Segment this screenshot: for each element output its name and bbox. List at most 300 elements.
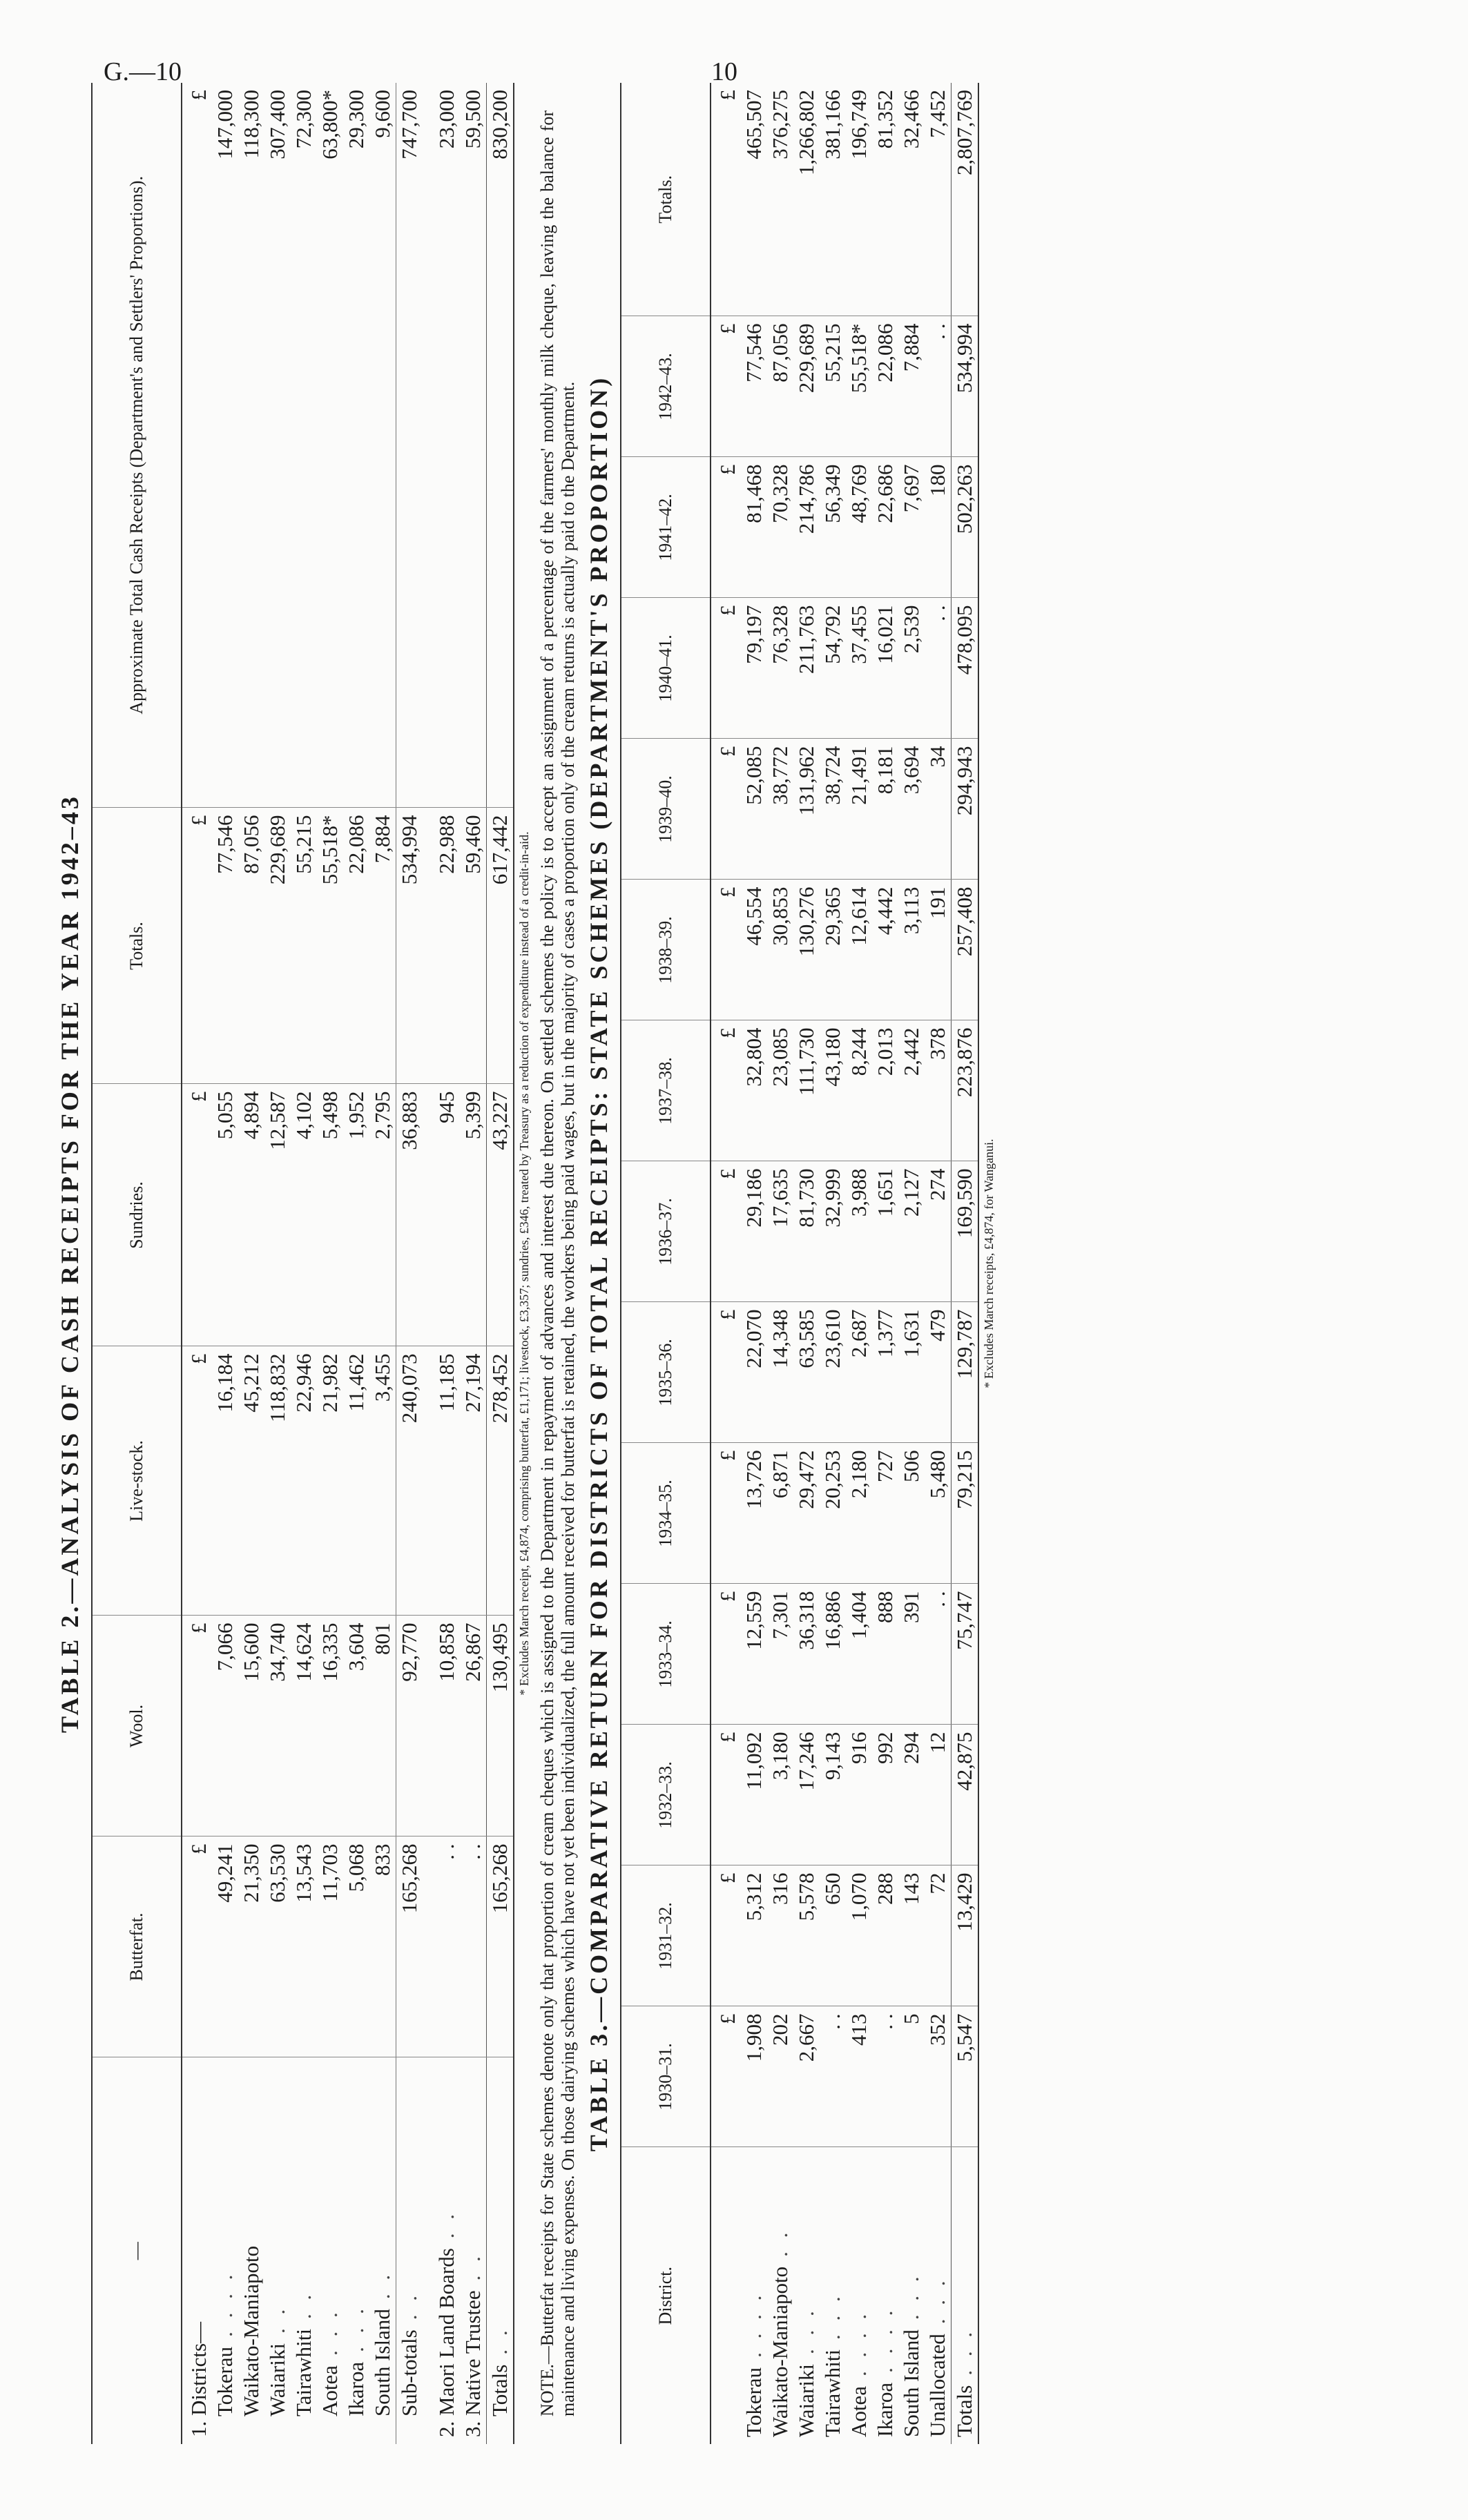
t2-row-label — [460, 2057, 487, 2444]
t3-cell: . . — [820, 2006, 846, 2147]
t2-currency-livestock: £ — [182, 1346, 212, 1616]
t3-row — [846, 83, 872, 2444]
table2-footnote: * Excludes March receipt, £4,874, comprising butterfat, £1,171; livestock, £3,357; sundries, £346, treated by Treasury as a reduction of expenditure instead of a credit-in-aid. — [517, 831, 531, 1696]
t2-row-name: Tokerau — [213, 2346, 237, 2416]
t3-cell: 274 — [925, 1161, 952, 1302]
t2-row-name: Ikaroa — [344, 2361, 368, 2416]
t3-col-7: 1936–37. — [621, 1161, 711, 1302]
t2-cell-totals: 22,086 — [343, 808, 369, 1084]
t3-currency: £ — [711, 2006, 741, 2147]
t3-cell: 2,807,769 — [952, 83, 979, 316]
t3-row-dots: . . . . — [742, 2291, 766, 2358]
t2-row-name: 3. Native Trustee — [461, 2290, 485, 2437]
t2-cell-sundries: 5,399 — [460, 1084, 487, 1346]
t3-cell: 478,095 — [952, 598, 979, 739]
t3-cell: 12,614 — [846, 880, 872, 1020]
t2-cell-livestock: 45,212 — [238, 1346, 264, 1616]
t2-cell-butterfat: 165,268 — [487, 1836, 514, 2057]
t2-cell-livestock: 11,462 — [343, 1346, 369, 1616]
t2-cell-approx: 307,400 — [265, 90, 289, 159]
t2-cell-totals: 617,442 — [487, 808, 514, 1084]
t2-cell-livestock: 11,185 — [434, 1346, 460, 1616]
t3-cell: 5,480 — [925, 1443, 952, 1584]
t2-cell-wool: 34,740 — [264, 1616, 291, 1836]
t2-row-dots: . . — [434, 2209, 458, 2239]
t3-cell: 29,365 — [820, 880, 846, 1020]
t3-cell: 76,328 — [767, 598, 793, 739]
rotated-content — [55, 83, 999, 2444]
t2-row-dots: . . — [487, 2326, 512, 2355]
t2-row-label — [264, 2057, 291, 2444]
t2-cell-approx: 29,300 — [344, 90, 368, 149]
t2-row — [264, 83, 291, 2444]
t3-row-label — [898, 2147, 925, 2444]
t3-cell: 294,943 — [952, 739, 979, 880]
t2-cell-approx: 59,500 — [461, 90, 485, 149]
t3-cell: 37,455 — [846, 598, 872, 739]
t2-row-label — [343, 2057, 369, 2444]
t3-cell: 1,908 — [741, 2006, 767, 2147]
t3-cell: 81,730 — [793, 1161, 820, 1302]
t3-cell: 169,590 — [952, 1161, 979, 1302]
t3-cell: 13,429 — [952, 1865, 979, 2006]
t3-cell: 229,689 — [793, 316, 820, 457]
t3-cell: 502,263 — [952, 457, 979, 598]
t3-cell: 52,085 — [741, 739, 767, 880]
t3-cell: 72 — [925, 1865, 952, 2006]
t3-cell: 506 — [898, 1443, 925, 1584]
t3-cell: 202 — [767, 2006, 793, 2147]
t3-row-name: Tokerau — [742, 2367, 766, 2437]
t2-row — [396, 83, 423, 2444]
t3-cell: 7,301 — [767, 1584, 793, 1725]
t2-cell-sundries: 4,102 — [291, 1084, 317, 1346]
t2-cell-wool: 130,495 — [487, 1616, 514, 1836]
t2-cell-wool: 801 — [369, 1616, 396, 1836]
t3-cell: 1,631 — [898, 1302, 925, 1443]
t2-cell-totals: 77,546 — [212, 808, 238, 1084]
t3-cell: 36,318 — [793, 1584, 820, 1725]
t3-cell: 20,253 — [820, 1443, 846, 1584]
t2-cell-approx: 72,300 — [291, 90, 316, 149]
t2-cell-livestock: 22,946 — [291, 1346, 317, 1616]
t3-cell: 2,013 — [872, 1020, 898, 1161]
table2-title: TABLE 2.—ANALYSIS OF CASH RECEIPTS FOR THE YEAR 1942–43 — [56, 794, 84, 1733]
t2-cell-livestock: 118,832 — [264, 1346, 291, 1616]
t2-cell-approx: 23,000 — [434, 90, 458, 149]
t2-cell-wool: 26,867 — [460, 1616, 487, 1836]
t2-cell-approx: 118,300 — [239, 90, 263, 159]
t3-currency: £ — [711, 1161, 741, 1302]
t2-cell-sundries: 5,055 — [212, 1084, 238, 1346]
t3-cell: 43,180 — [820, 1020, 846, 1161]
t3-currency-row — [711, 83, 741, 2444]
t3-cell: 55,215 — [820, 316, 846, 457]
t3-cell: 16,886 — [820, 1584, 846, 1725]
t3-cell: 257,408 — [952, 880, 979, 1020]
t2-cell-sundries: 12,587 — [264, 1084, 291, 1346]
t3-row — [741, 83, 767, 2444]
t3-cell: 2,687 — [846, 1302, 872, 1443]
t3-cell: 21,491 — [846, 739, 872, 880]
t3-cell: 32,804 — [741, 1020, 767, 1161]
t3-cell: 87,056 — [767, 316, 793, 457]
t2-cell-butterfat: . . — [460, 1836, 487, 2057]
t3-currency: £ — [715, 90, 740, 101]
t3-cell: 29,472 — [793, 1443, 820, 1584]
t3-cell: 288 — [872, 1865, 898, 2006]
t2-currency-butterfat: £ — [182, 1836, 212, 2057]
t2-cell-sundries: 4,894 — [238, 1084, 264, 1346]
t3-row-dots: . . — [768, 2228, 792, 2257]
t3-cell: 17,635 — [767, 1161, 793, 1302]
t3-cell: 2,667 — [793, 2006, 820, 2147]
t2-row-name: Totals — [487, 2364, 512, 2416]
t2-row — [369, 83, 396, 2444]
t3-cell: 17,246 — [793, 1725, 820, 1865]
t3-row-name: Waikato-Maniapoto — [768, 2266, 792, 2437]
t3-row-dots: . . . — [952, 2327, 976, 2376]
t3-col-5: 1934–35. — [621, 1443, 711, 1584]
t3-cell: 13,726 — [741, 1443, 767, 1584]
page-code: G.—10 — [104, 57, 182, 86]
t3-cell: 3,988 — [846, 1161, 872, 1302]
t2-cell-wool: 92,770 — [396, 1616, 423, 1836]
t3-cell: 191 — [925, 880, 952, 1020]
t2-row-name: Aotea — [318, 2365, 342, 2416]
t3-cell: 23,610 — [820, 1302, 846, 1443]
t2-row — [434, 83, 460, 2444]
t3-row-label — [925, 2147, 952, 2444]
t2-cell-wool: 16,335 — [317, 1616, 343, 1836]
t2-row-name: Tairawhiti — [291, 2329, 316, 2416]
t2-cell-approx: 63,800* — [318, 90, 342, 159]
t3-cell: 316 — [767, 1865, 793, 2006]
t2-cell-approx: 747,700 — [396, 83, 423, 808]
t3-cell: 3,694 — [898, 739, 925, 880]
t3-currency: £ — [711, 1443, 741, 1584]
t2-col-sundries: Sundries. — [92, 1084, 182, 1346]
t3-cell: 294 — [898, 1725, 925, 1865]
t2-row-label — [238, 2057, 264, 2444]
t2-currency-wool: £ — [182, 1616, 212, 1836]
t2-cell-sundries: 36,883 — [396, 1084, 423, 1346]
t3-cell: 29,186 — [741, 1161, 767, 1302]
t2-cell-wool: 10,858 — [434, 1616, 460, 1836]
t3-cell: 143 — [898, 1865, 925, 2006]
t2-cell-totals: 534,994 — [396, 808, 423, 1084]
t3-cell: 12 — [925, 1725, 952, 1865]
table3 — [620, 83, 979, 2444]
t3-currency: £ — [711, 316, 741, 457]
t2-cell-butterfat: . . — [434, 1836, 460, 2057]
t2-row-label — [291, 2057, 317, 2444]
t3-currency: £ — [711, 598, 741, 739]
t3-cell: 4,442 — [872, 880, 898, 1020]
page-number: 10 — [711, 57, 737, 86]
t2-row-dots: . . — [397, 2291, 421, 2320]
t2-cell-wool: 15,600 — [238, 1616, 264, 1836]
t2-cell-sundries: 2,795 — [369, 1084, 396, 1346]
t3-cell: 23,085 — [767, 1020, 793, 1161]
t2-row-dots: . . . — [344, 2305, 368, 2352]
t3-row-name: Ikaroa — [873, 2382, 897, 2437]
t2-row-label — [396, 2057, 423, 2444]
t3-row-dots: . . . — [899, 2272, 923, 2320]
t3-cell: 16,021 — [872, 598, 898, 739]
t2-row — [460, 83, 487, 2444]
t3-cell: . . — [925, 1584, 952, 1725]
t3-row — [952, 83, 979, 2444]
t3-currency: £ — [711, 1302, 741, 1443]
t3-cell: 381,166 — [820, 90, 844, 159]
t2-cell-butterfat: 165,268 — [396, 1836, 423, 2057]
t3-cell: 2,180 — [846, 1443, 872, 1584]
t3-cell: 79,215 — [952, 1443, 979, 1584]
t2-row-label — [434, 2057, 460, 2444]
t3-cell: 3,180 — [767, 1725, 793, 1865]
t3-cell: 5 — [898, 2006, 925, 2147]
t3-cell: 42,875 — [952, 1725, 979, 1865]
t3-row — [793, 83, 820, 2444]
t3-row — [898, 83, 925, 2444]
t3-row-label — [820, 2147, 846, 2444]
t3-cell: 2,442 — [898, 1020, 925, 1161]
t2-row — [487, 83, 514, 2444]
t3-cell: 7,452 — [925, 90, 949, 138]
t3-col-3: 1932–33. — [621, 1725, 711, 1865]
t3-row-dots: . . . — [794, 2307, 818, 2355]
t3-cell: 2,127 — [898, 1161, 925, 1302]
t3-col-0: District. — [621, 2147, 711, 2444]
t3-currency: £ — [711, 457, 741, 598]
t2-cell-approx: 147,000 — [213, 90, 237, 159]
t3-cell: 38,772 — [767, 739, 793, 880]
t3-cell: 46,554 — [741, 880, 767, 1020]
t3-row — [820, 83, 846, 2444]
t3-cell: 7,697 — [898, 457, 925, 598]
t3-col-8: 1937–38. — [621, 1020, 711, 1161]
t3-col-10: 1939–40. — [621, 739, 711, 880]
t2-currency-approx: £ — [186, 90, 211, 101]
t3-row-label — [741, 2147, 767, 2444]
t2-section-label: 1. Districts— — [182, 2057, 212, 2444]
t3-currency: £ — [711, 1584, 741, 1725]
t2-cell-totals: 7,884 — [369, 808, 396, 1084]
t3-cell: 7,884 — [898, 316, 925, 457]
t3-cell: 196,749 — [847, 90, 871, 159]
t2-row-dots: . . . . — [213, 2270, 237, 2337]
t2-currency-row — [182, 83, 212, 2444]
t2-row-dots: . . — [265, 2305, 289, 2334]
t3-cell: 479 — [925, 1302, 952, 1443]
t2-row-name: South Island — [370, 2309, 394, 2416]
t3-cell: 22,070 — [741, 1302, 767, 1443]
t2-cell-livestock: 21,982 — [317, 1346, 343, 1616]
t3-row-label — [952, 2147, 979, 2444]
t3-cell: 352 — [925, 2006, 952, 2147]
t3-cell: 130,276 — [793, 880, 820, 1020]
t2-cell-butterfat: 833 — [369, 1836, 396, 2057]
t2-cell-approx: 830,200 — [487, 83, 514, 808]
t3-row-name: Tairawhiti — [820, 2349, 844, 2437]
t3-col-12: 1941–42. — [621, 457, 711, 598]
t3-cell: 48,769 — [846, 457, 872, 598]
t2-cell-approx: 9,600 — [370, 90, 394, 138]
t2-cell-butterfat: 13,543 — [291, 1836, 317, 2057]
t2-cell-wool: 14,624 — [291, 1616, 317, 1836]
t2-cell-totals: 22,988 — [434, 808, 460, 1084]
t2-col-livestock: Live-stock. — [92, 1346, 182, 1616]
t3-cell: 992 — [872, 1725, 898, 1865]
t3-row-label — [872, 2147, 898, 2444]
t3-row-name: Waiariki — [794, 2364, 818, 2437]
t3-row — [925, 83, 952, 2444]
t3-cell: 63,585 — [793, 1302, 820, 1443]
t3-row-label — [767, 2147, 793, 2444]
t2-cell-butterfat: 49,241 — [212, 1836, 238, 2057]
t3-cell: 56,349 — [820, 457, 846, 598]
t2-cell-wool: 7,066 — [212, 1616, 238, 1836]
t2-cell-livestock: 3,455 — [369, 1346, 396, 1616]
t3-col-6: 1935–36. — [621, 1302, 711, 1443]
t3-currency: £ — [711, 739, 741, 880]
t3-cell: 6,871 — [767, 1443, 793, 1584]
t3-cell: 75,747 — [952, 1584, 979, 1725]
table3-footnote: * Excludes March receipts, £4,874, for Wanganui. — [982, 1138, 996, 1388]
t2-cell-totals: 87,056 — [238, 808, 264, 1084]
t2-row — [343, 83, 369, 2444]
t3-cell: 70,328 — [767, 457, 793, 598]
t3-cell: 5,578 — [793, 1865, 820, 2006]
t2-row-label — [317, 2057, 343, 2444]
t3-cell: 77,546 — [741, 316, 767, 457]
t2-col-approx: Approximate Total Cash Receipts (Department's and Settlers' Proportions). — [92, 83, 182, 808]
t2-cell-totals: 55,215 — [291, 808, 317, 1084]
t3-currency: £ — [711, 880, 741, 1020]
t2-cell-totals: 229,689 — [264, 808, 291, 1084]
t3-cell: 650 — [820, 1865, 846, 2006]
t3-cell: 81,352 — [873, 90, 897, 149]
t3-cell: 12,559 — [741, 1584, 767, 1725]
t2-row-name: Sub-totals — [397, 2329, 421, 2416]
t3-row — [767, 83, 793, 2444]
t3-row-dots: . . . — [925, 2276, 949, 2325]
t2-row — [238, 83, 264, 2444]
t3-currency: £ — [711, 1020, 741, 1161]
t3-row-name: Unallocated — [925, 2334, 949, 2437]
t3-cell: . . — [872, 2006, 898, 2147]
t2-cell-butterfat: 63,530 — [264, 1836, 291, 2057]
t3-row-dots: . . . — [820, 2292, 844, 2340]
t3-currency: £ — [711, 1865, 741, 2006]
t2-col-wool: Wool. — [92, 1616, 182, 1836]
t3-cell: 111,730 — [793, 1020, 820, 1161]
t3-cell: 1,377 — [872, 1302, 898, 1443]
t3-cell: 211,763 — [793, 598, 820, 739]
t3-cell: 9,143 — [820, 1725, 846, 1865]
t3-cell: 5,312 — [741, 1865, 767, 2006]
t2-cell-sundries: 43,227 — [487, 1084, 514, 1346]
t2-row-name: Waikato-Maniapoto — [239, 2245, 263, 2416]
t3-cell: 1,404 — [846, 1584, 872, 1725]
t3-cell: 34 — [925, 739, 952, 880]
t3-cell: 376,275 — [768, 90, 792, 159]
t2-col-butterfat: Butterfat. — [92, 1836, 182, 2057]
t3-col-14: Totals. — [621, 83, 711, 316]
t2-cell-butterfat: 11,703 — [317, 1836, 343, 2057]
t3-cell: 727 — [872, 1443, 898, 1584]
t3-cell: 131,962 — [793, 739, 820, 880]
t2-col-label: — — [92, 2057, 182, 2444]
t3-cell: 11,092 — [741, 1725, 767, 1865]
t3-cell: 1,651 — [872, 1161, 898, 1302]
t2-cell-livestock: 16,184 — [212, 1346, 238, 1616]
t3-cell: 30,853 — [767, 880, 793, 1020]
t3-cell: 391 — [898, 1584, 925, 1725]
t3-row — [872, 83, 898, 2444]
t3-row-label — [846, 2147, 872, 2444]
t3-cell: 55,518* — [846, 316, 872, 457]
t3-row-name: Totals — [952, 2385, 976, 2437]
t3-cell: 223,876 — [952, 1020, 979, 1161]
t2-cell-livestock: 278,452 — [487, 1346, 514, 1616]
t3-col-9: 1938–39. — [621, 880, 711, 1020]
t3-cell: 32,466 — [899, 90, 923, 149]
t2-cell-sundries: 945 — [434, 1084, 460, 1346]
t3-cell: 1,266,802 — [794, 90, 818, 175]
table3-title: TABLE 3.—COMPARATIVE RETURN FOR DISTRICTS OF TOTAL RECEIPTS: STATE SCHEMES (DEPARTMENT'S PROPORTION) — [585, 375, 612, 2152]
t2-row-name: 2. Maori Land Boards — [434, 2248, 458, 2437]
table2-note: NOTE.—Butterfat receipts for State schemes denote only that proportion of cream cheques which is assigned to the Department in repayment of advances and interest due thereon. On settled schemes the policy is to accept an assignment of a percentage of the farmers' monthly milk cheque, leaving the balance for maintenance and living expenses. On those dairying schemes which have not yet been individualized, the full amount received for butterfat is retained, the workers being paid wages, but in the majority of cases a proportion only of the cream returns is actually paid to the Department. — [537, 110, 578, 2416]
t2-cell-livestock: 240,073 — [396, 1346, 423, 1616]
t3-cell: 2,539 — [898, 598, 925, 739]
t3-cell: 3,113 — [898, 880, 925, 1020]
t3-cell: 8,181 — [872, 739, 898, 880]
t2-col-totals: Totals. — [92, 808, 182, 1084]
t2-cell-butterfat: 5,068 — [343, 1836, 369, 2057]
t3-cell: 916 — [846, 1725, 872, 1865]
t3-cell: 465,507 — [742, 90, 766, 159]
t3-row-dots: . . . . — [847, 2309, 871, 2376]
t2-cell-totals: 59,460 — [460, 808, 487, 1084]
t2-row — [212, 83, 238, 2444]
t3-col-11: 1940–41. — [621, 598, 711, 739]
t2-row-label — [487, 2057, 514, 2444]
t2-cell-sundries: 1,952 — [343, 1084, 369, 1346]
t3-row-name: Aotea — [847, 2385, 871, 2437]
t2-currency-totals: £ — [182, 808, 212, 1084]
t3-row-label — [793, 2147, 820, 2444]
t2-row — [291, 83, 317, 2444]
t3-col-13: 1942–43. — [621, 316, 711, 457]
t3-col-2: 1931–32. — [621, 1865, 711, 2006]
t3-cell: 38,724 — [820, 739, 846, 880]
t3-col-1: 1930–31. — [621, 2006, 711, 2147]
t3-row-dots: . . . . — [873, 2306, 897, 2373]
t3-cell: 129,787 — [952, 1302, 979, 1443]
t3-cell: . . — [925, 598, 952, 739]
t2-row-dots: . . — [461, 2252, 485, 2281]
t3-cell: 32,999 — [820, 1161, 846, 1302]
t2-cell-totals: 55,518* — [317, 808, 343, 1084]
table2 — [91, 83, 514, 2444]
t2-cell-sundries: 5,498 — [317, 1084, 343, 1346]
t2-cell-butterfat: 21,350 — [238, 1836, 264, 2057]
t2-row-dots: . . — [291, 2290, 316, 2320]
t3-cell: 888 — [872, 1584, 898, 1725]
t3-cell: . . — [925, 316, 952, 457]
